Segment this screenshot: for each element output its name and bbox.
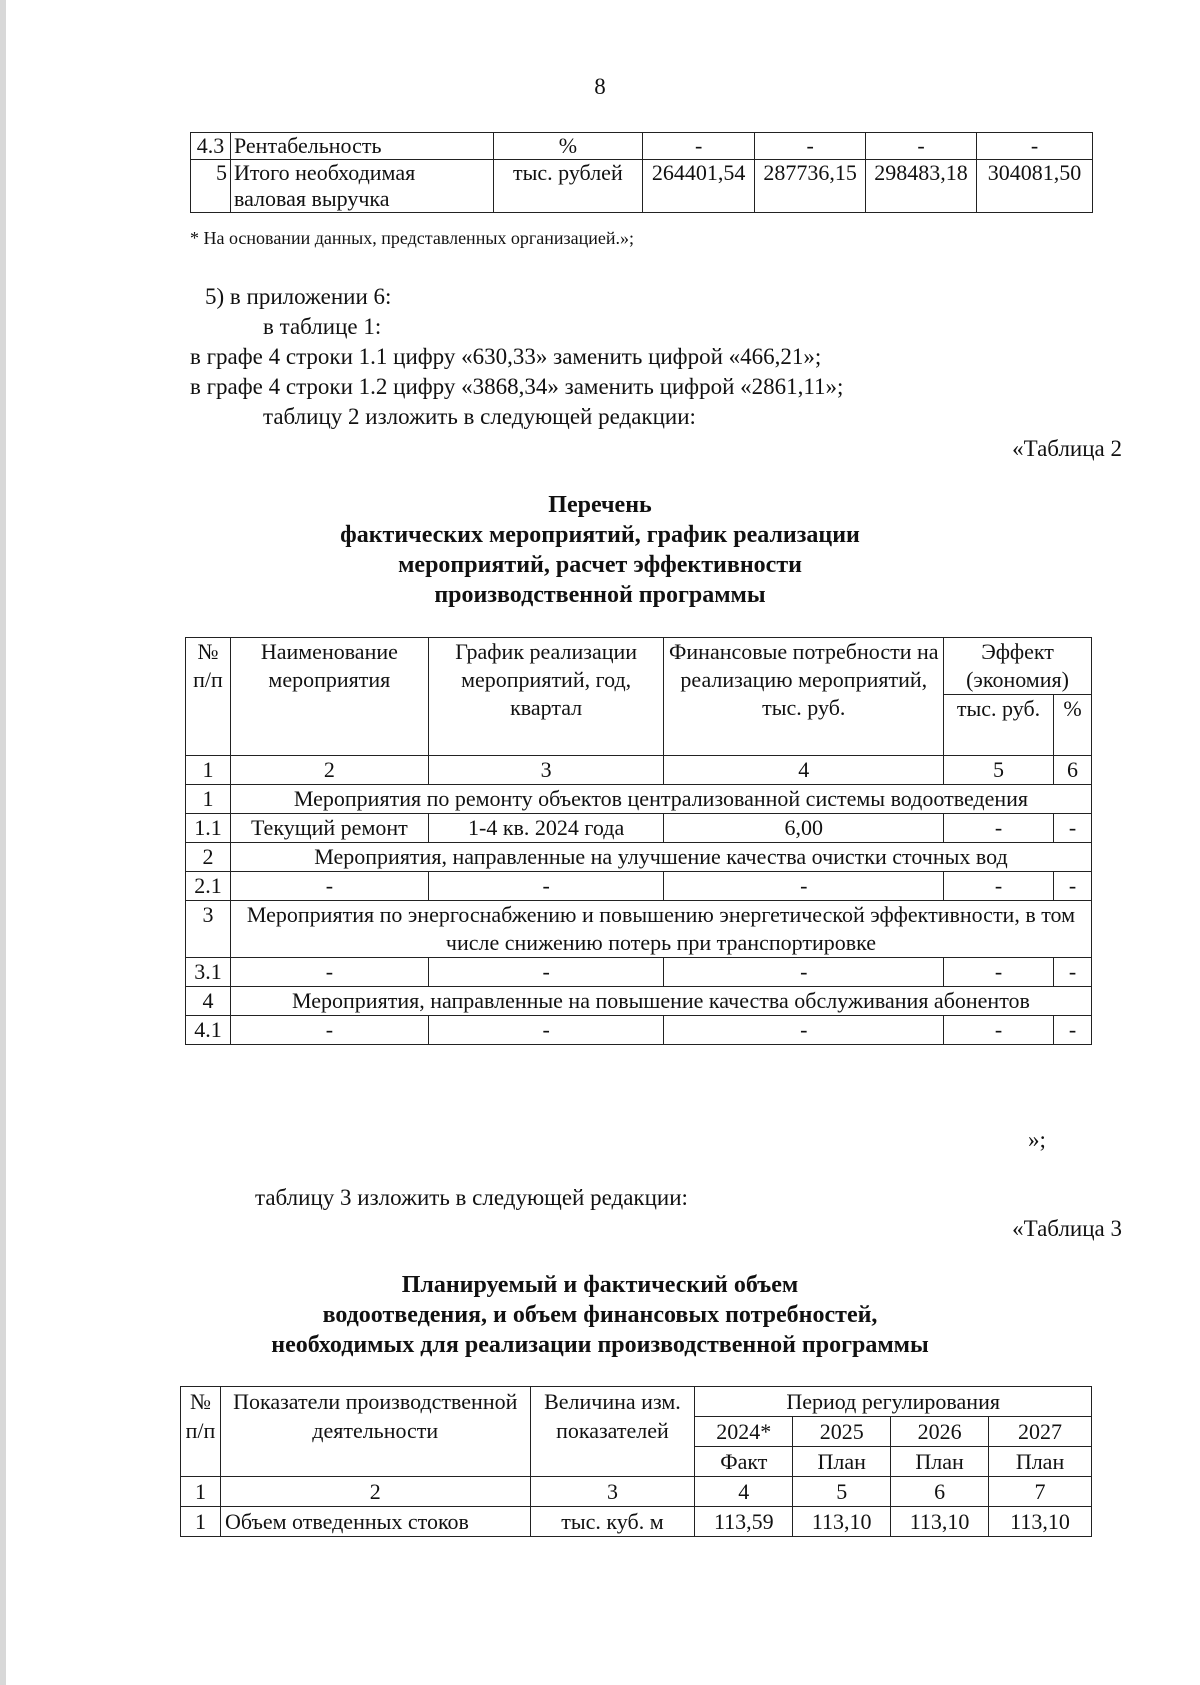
row-name: Рентабельность — [230, 133, 493, 160]
col-number: 6 — [891, 1477, 989, 1507]
paragraph: в графе 4 строки 1.2 цифру «3868,34» заменить цифрой «2861,11»; — [190, 374, 844, 399]
header-indicator: Показатели производственной деятельности — [220, 1387, 530, 1477]
row-schedule: - — [428, 1016, 664, 1045]
col-number: 4 — [695, 1477, 793, 1507]
section-row — [186, 785, 1092, 814]
row-value: 304081,50 — [977, 160, 1093, 213]
row-value: - — [643, 133, 755, 160]
row-effect-rub: - — [944, 958, 1054, 987]
row-number: 2.1 — [186, 872, 231, 901]
col-number: 2 — [220, 1477, 530, 1507]
paragraph: в графе 4 строки 1.1 цифру «630,33» заменить цифрой «466,21»; — [190, 344, 822, 369]
col-number: 3 — [530, 1477, 695, 1507]
table-2 — [185, 637, 1092, 1045]
col-number: 5 — [944, 756, 1054, 785]
col-number: 4 — [664, 756, 944, 785]
header-year: 2025 — [793, 1417, 891, 1447]
section-row — [186, 843, 1092, 872]
table-row — [186, 1016, 1092, 1045]
row-effect-pct: - — [1053, 1016, 1091, 1045]
closing-quote: »; — [1028, 1127, 1046, 1152]
header-period: Период регулирования — [695, 1387, 1092, 1417]
row-value: 113,59 — [695, 1507, 793, 1537]
header-schedule: График реализации мероприятий, год, квартал — [428, 638, 664, 756]
col-number: 3 — [428, 756, 664, 785]
row-number: 4.1 — [186, 1016, 231, 1045]
row-finance: - — [664, 1016, 944, 1045]
table-row — [186, 958, 1092, 987]
row-value: - — [977, 133, 1093, 160]
table-3-label: «Таблица 3 — [1012, 1216, 1122, 1241]
row-number: 3.1 — [186, 958, 231, 987]
header-num: № п/п — [181, 1387, 221, 1477]
column-numbers-row — [186, 756, 1092, 785]
row-finance: 6,00 — [664, 814, 944, 843]
row-effect-rub: - — [944, 872, 1054, 901]
col-number: 7 — [989, 1477, 1092, 1507]
section-title: Мероприятия, направленные на улучшение качества очистки сточных вод — [230, 843, 1091, 872]
row-value: - — [755, 133, 866, 160]
row-unit: % — [493, 133, 643, 160]
table-row — [186, 814, 1092, 843]
row-number: 1.1 — [186, 814, 231, 843]
header-kind: План — [793, 1447, 891, 1477]
header-unit: Величина изм. показателей — [530, 1387, 695, 1477]
row-name: Итого необходимая валовая выручка — [230, 160, 493, 213]
row-schedule: 1-4 кв. 2024 года — [428, 814, 664, 843]
table-2-title: Перечень фактических мероприятий, график реализации мероприятий, расчет эффективности производственной программы — [340, 492, 860, 608]
row-number: 5 — [191, 160, 231, 213]
table-3 — [180, 1386, 1092, 1537]
header-row — [181, 1387, 1092, 1417]
paragraph: таблицу 3 изложить в следующей редакции: — [255, 1185, 688, 1210]
row-effect-pct: - — [1053, 958, 1091, 987]
header-kind: План — [891, 1447, 989, 1477]
col-number: 5 — [793, 1477, 891, 1507]
row-number: 4.3 — [191, 133, 231, 160]
table-3-title: Планируемый и фактический объем водоотведения, и объем финансовых потребностей, необходимых для реализации производственной программы — [271, 1272, 929, 1358]
row-value: 287736,15 — [755, 160, 866, 213]
column-numbers-row — [181, 1477, 1092, 1507]
continuation-table — [190, 132, 1093, 213]
section-title: Мероприятия по энергоснабжению и повышению энергетической эффективности, в том числе снижению потерь при транспортировке — [230, 901, 1091, 958]
scan-edge — [0, 0, 6, 1685]
row-schedule: - — [428, 872, 664, 901]
row-schedule: - — [428, 958, 664, 987]
header-kind: План — [989, 1447, 1092, 1477]
col-number: 6 — [1053, 756, 1091, 785]
paragraph: в таблице 1: — [263, 314, 382, 339]
section-number: 2 — [186, 843, 231, 872]
header-effect: Эффект (экономия) — [944, 638, 1092, 695]
table-2-label: «Таблица 2 — [1012, 436, 1122, 461]
row-name: Текущий ремонт — [230, 814, 428, 843]
row-value: 113,10 — [793, 1507, 891, 1537]
row-name: - — [230, 1016, 428, 1045]
col-number: 1 — [181, 1477, 221, 1507]
header-row — [186, 638, 1092, 695]
paragraph: таблицу 2 изложить в следующей редакции: — [263, 404, 696, 429]
header-finance: Финансовые потребности на реализацию мероприятий, тыс. руб. — [664, 638, 944, 756]
row-effect-pct: - — [1053, 814, 1091, 843]
row-finance: - — [664, 872, 944, 901]
section-number: 4 — [186, 987, 231, 1016]
row-value: - — [866, 133, 977, 160]
table-row — [191, 133, 1093, 160]
section-row — [186, 901, 1092, 958]
header-name: Наименование мероприятия — [230, 638, 428, 756]
section-row — [186, 987, 1092, 1016]
footnote: * На основании данных, представленных организацией.»; — [190, 228, 635, 248]
header-year: 2024* — [695, 1417, 793, 1447]
row-value: 113,10 — [891, 1507, 989, 1537]
row-name: - — [230, 872, 428, 901]
paragraph: 5) в приложении 6: — [205, 284, 392, 309]
row-effect-rub: - — [944, 814, 1054, 843]
row-name: Объем отведенных стоков — [220, 1507, 530, 1537]
header-effect-pct: % — [1053, 695, 1091, 756]
row-unit: тыс. куб. м — [530, 1507, 695, 1537]
row-value: 298483,18 — [866, 160, 977, 213]
header-year: 2027 — [989, 1417, 1092, 1447]
table-row — [181, 1507, 1092, 1537]
row-finance: - — [664, 958, 944, 987]
row-value: 264401,54 — [643, 160, 755, 213]
row-name: - — [230, 958, 428, 987]
row-effect-rub: - — [944, 1016, 1054, 1045]
row-unit: тыс. рублей — [493, 160, 643, 213]
row-effect-pct: - — [1053, 872, 1091, 901]
header-kind: Факт — [695, 1447, 793, 1477]
row-value: 113,10 — [989, 1507, 1092, 1537]
row-number: 1 — [181, 1507, 221, 1537]
section-title: Мероприятия по ремонту объектов централизованной системы водоотведения — [230, 785, 1091, 814]
header-num: № п/п — [186, 638, 231, 756]
table-row — [191, 160, 1093, 213]
table-row — [186, 872, 1092, 901]
section-title: Мероприятия, направленные на повышение качества обслуживания абонентов — [230, 987, 1091, 1016]
header-effect-rub: тыс. руб. — [944, 695, 1054, 756]
col-number: 1 — [186, 756, 231, 785]
header-year: 2026 — [891, 1417, 989, 1447]
section-number: 1 — [186, 785, 231, 814]
page-number: 8 — [594, 74, 606, 99]
section-number: 3 — [186, 901, 231, 958]
col-number: 2 — [230, 756, 428, 785]
